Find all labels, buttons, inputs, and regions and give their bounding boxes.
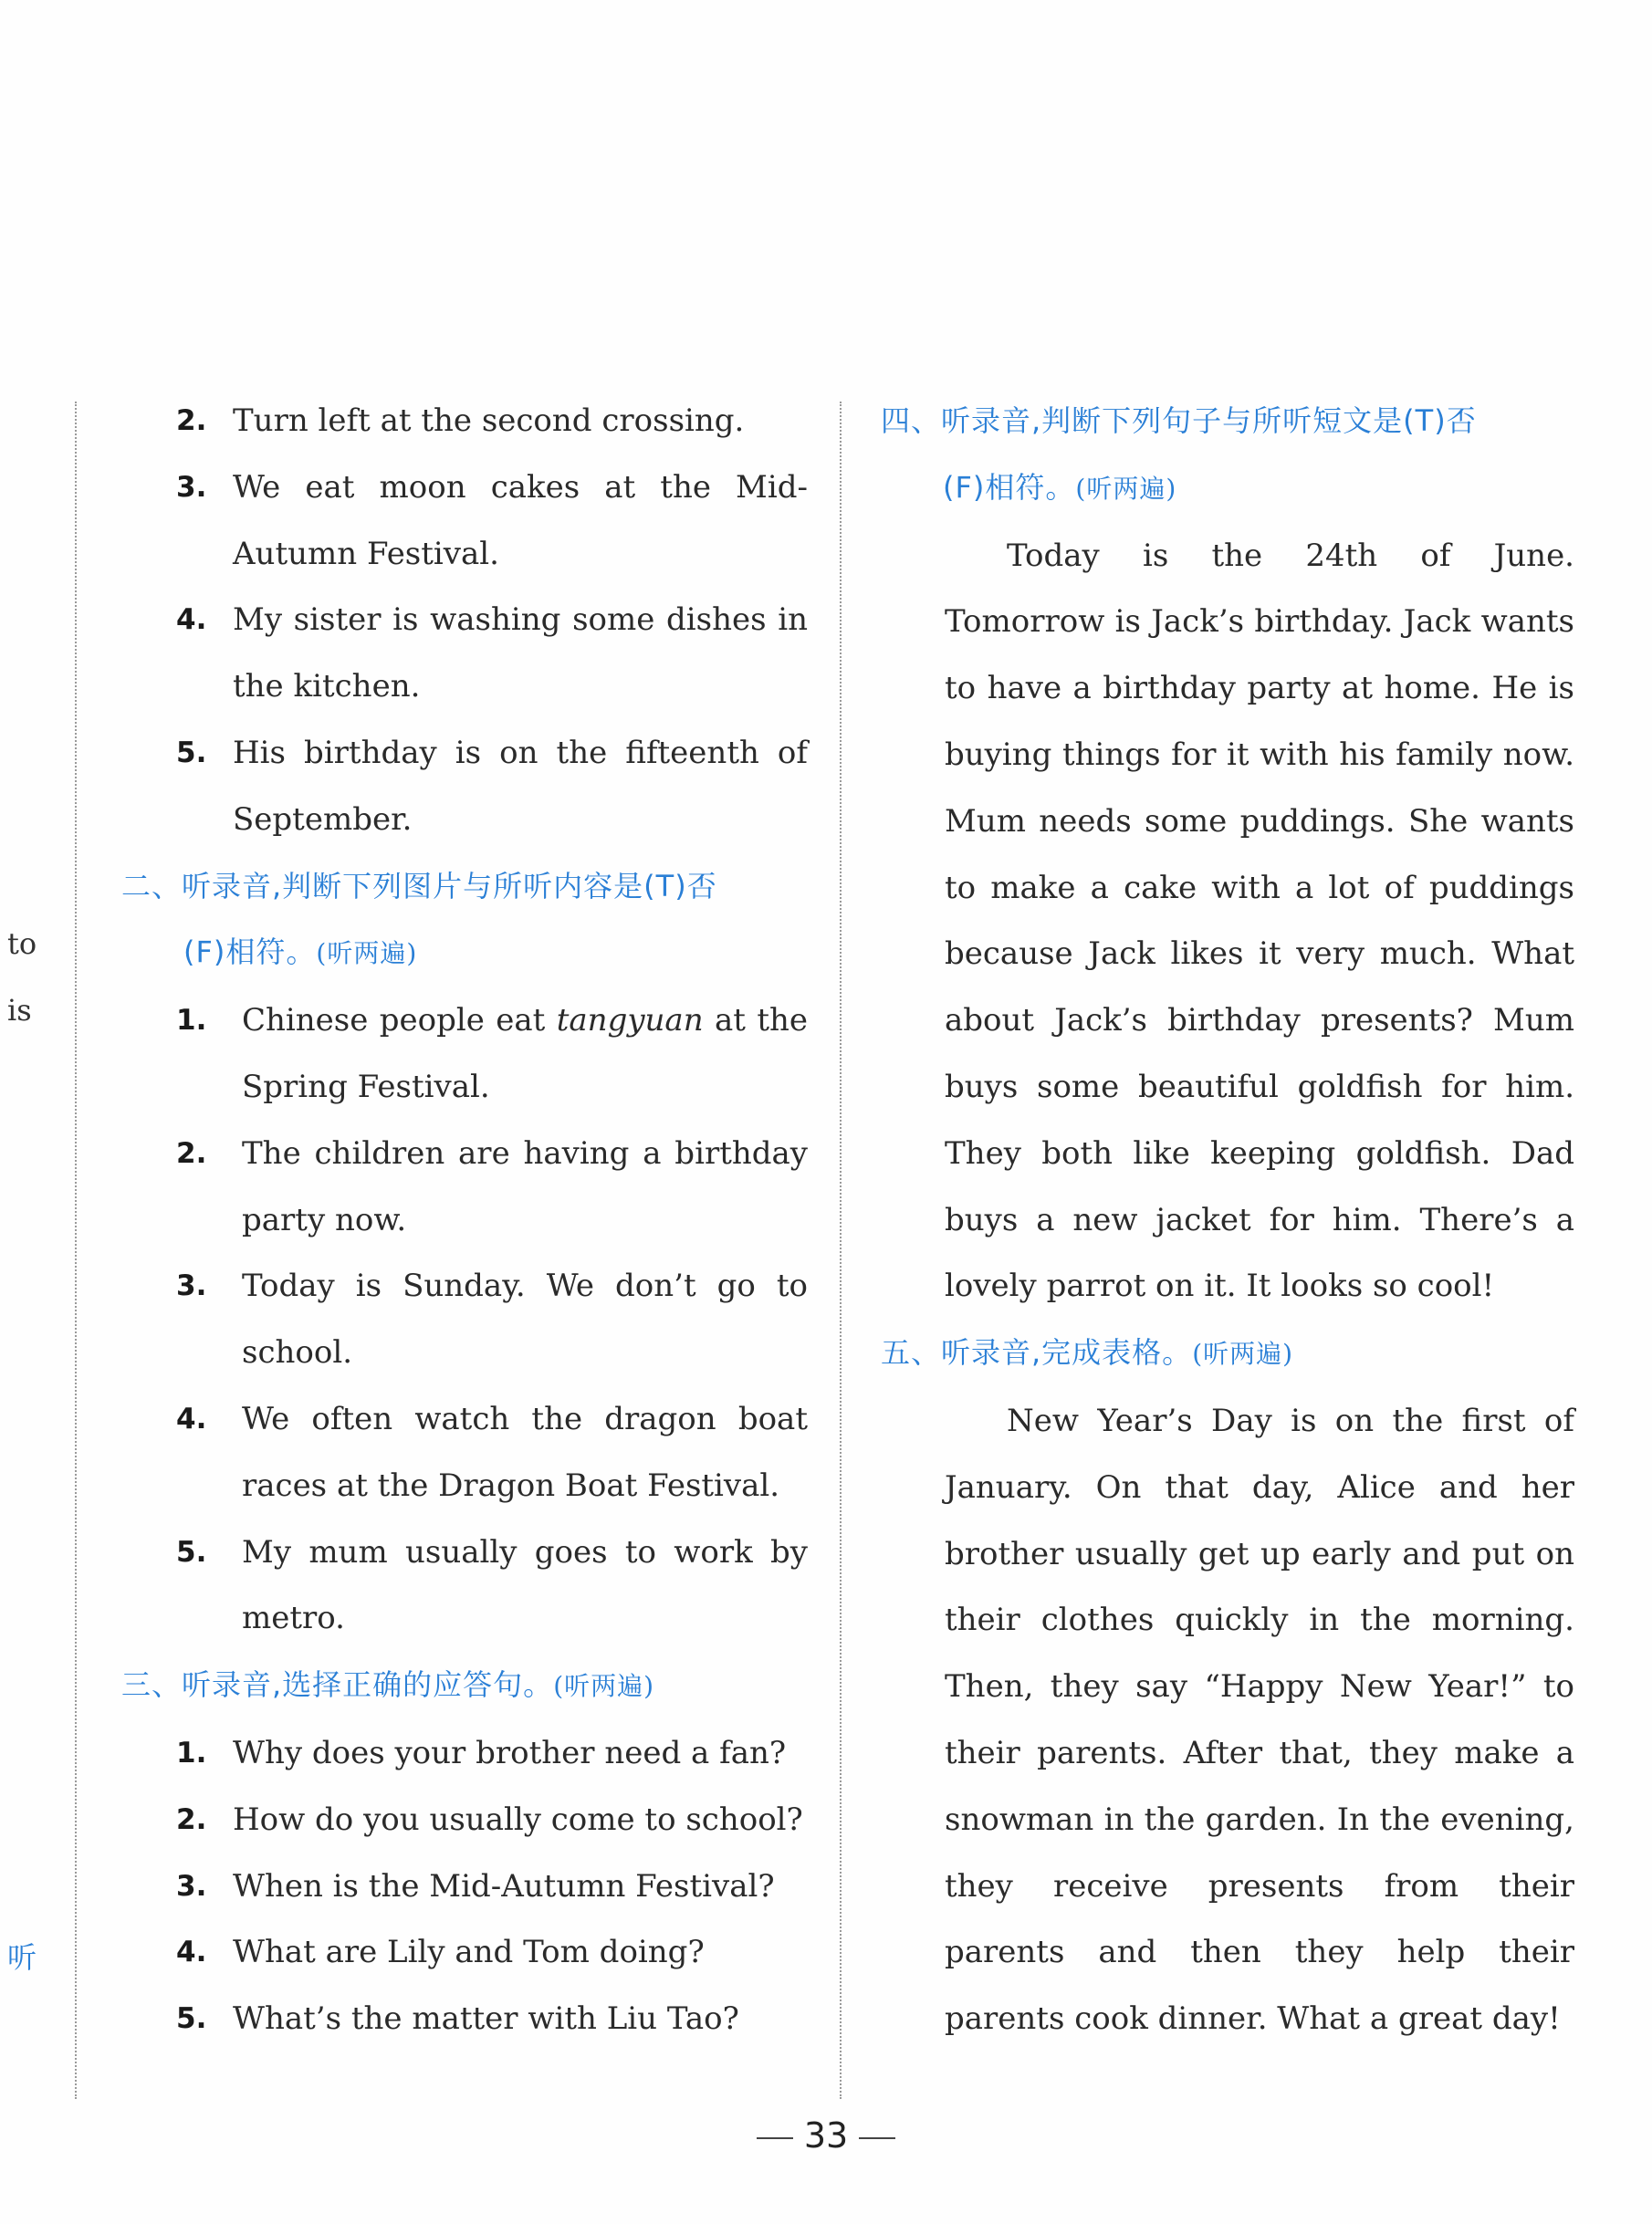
item-text: We eat moon cakes at the Mid-Autumn Festival. — [233, 468, 808, 572]
section-five-heading — [881, 1320, 1574, 1388]
list-item — [114, 1121, 808, 1254]
item-text: When is the Mid-Autumn Festival? — [233, 1867, 775, 1905]
item-number: 4. — [176, 603, 207, 637]
list-item — [114, 1519, 808, 1653]
section-two-heading-text: 二、听录音,判断下列图片与所听内容是(T)否 — [121, 868, 717, 903]
page-number-value: 33 — [803, 2115, 849, 2156]
list-item — [114, 1919, 808, 1986]
item-text: My mum usually goes to work by metro. — [242, 1533, 808, 1637]
section-three-heading-text: 三、听录音,选择正确的应答句。 — [121, 1667, 554, 1703]
item-text: What’s the matter with Liu Tao? — [233, 2000, 739, 2038]
page-number-dash-left — [757, 2137, 793, 2139]
item-number: 5. — [176, 2002, 207, 2036]
item-text: Today is Sunday. We don’t go to school. — [242, 1268, 808, 1372]
item-text-part: Chinese people eat — [242, 1002, 557, 1039]
item-number: 2. — [176, 1802, 207, 1836]
item-number: 2. — [176, 404, 207, 437]
item-number: 2. — [176, 1136, 207, 1170]
list-item — [114, 1720, 808, 1787]
item-text: My sister is washing some dishes in the kitchen. — [233, 601, 808, 705]
item-number: 3. — [176, 1869, 207, 1903]
section-four-heading-note: (听两遍) — [1075, 473, 1177, 504]
item-number: 1. — [176, 1004, 207, 1038]
center-column-divider — [840, 402, 842, 2099]
right-column — [881, 388, 1574, 2052]
item-number: 1. — [176, 1736, 207, 1770]
item-text-italic: tangyuan — [556, 1002, 704, 1039]
left-margin-divider — [75, 402, 77, 2099]
item-text: We often watch the dragon boat races at the Dragon Boat Festival. — [242, 1400, 808, 1504]
item-number: 3. — [176, 1269, 207, 1303]
list-item — [114, 587, 808, 720]
section-two-heading-note: (听两遍) — [316, 938, 418, 969]
item-number: 5. — [176, 1535, 207, 1569]
item-number: 4. — [176, 1936, 207, 1969]
section-four-heading-text: 四、听录音,判断下列句子与所听短文是(T)否 — [881, 403, 1477, 438]
item-number: 3. — [176, 470, 207, 504]
section-four-heading — [881, 388, 1574, 523]
item-text: How do you usually come to school? — [233, 1801, 803, 1838]
section-three-heading — [119, 1652, 808, 1720]
section-five-heading-text: 五、听录音,完成表格。 — [881, 1335, 1193, 1371]
section-five-passage: New Year’s Day is on the first of January. On that day, Alice and her brother usually get up early and put on their clothes quickly in the morning. Then, they say “Happy New Year!” to their parents. After that, they make a snowman in the garden. In the evening, they receive presents from their parents and then they help their parents cook dinner. What a great day! — [945, 1402, 1574, 2038]
item-text: His birthday is on the fifteenth of September. — [233, 734, 808, 838]
list-item — [114, 1853, 808, 1920]
list-item — [114, 1787, 808, 1853]
item-text: Turn left at the second crossing. — [233, 402, 745, 439]
item-number: 5. — [176, 736, 207, 769]
left-column — [114, 388, 808, 2052]
item-text: Why does your brother need a fan? — [233, 1734, 787, 1771]
list-item — [114, 454, 808, 588]
section-five-heading-note: (听两遍) — [1192, 1339, 1294, 1370]
list-item — [114, 1986, 808, 2052]
edge-fragment-listen: 听 — [7, 1940, 37, 1975]
section-three-heading-note: (听两遍) — [553, 1671, 655, 1702]
list-item — [114, 1386, 808, 1519]
edge-fragment-is: is — [7, 993, 32, 1028]
item-text: The children are having a birthday party now. — [242, 1134, 808, 1238]
list-item — [114, 987, 808, 1121]
section-two-heading-line2: (F)相符。 — [183, 934, 317, 970]
item-text — [178, 987, 808, 1121]
page-number — [0, 2115, 1652, 2156]
list-item — [114, 720, 808, 853]
edge-fragment-to: to — [7, 926, 37, 961]
item-number: 4. — [176, 1402, 207, 1436]
section-four-passage: Today is the 24th of June. Tomorrow is Jack’s birthday. Jack wants to have a birthday party at home. He is buying things for it with his family now. Mum needs some puddings. She wants to make a cake with a lot of puddings because Jack likes it very much. What about Jack’s birthday presents? Mum buys some beautiful goldfish for him. They both like keeping goldfish. Dad buys a new jacket for him. There’s a lovely parrot on it. It looks so cool! — [945, 537, 1574, 1305]
item-text: What are Lily and Tom doing? — [233, 1934, 705, 1971]
item-text-part: at the Spring Festival. — [242, 1002, 809, 1105]
list-item — [114, 1253, 808, 1386]
section-four-heading-line2: (F)相符。 — [943, 469, 1076, 505]
list-item — [114, 388, 808, 454]
section-two-heading — [119, 853, 808, 988]
page-number-dash-right — [859, 2137, 895, 2139]
